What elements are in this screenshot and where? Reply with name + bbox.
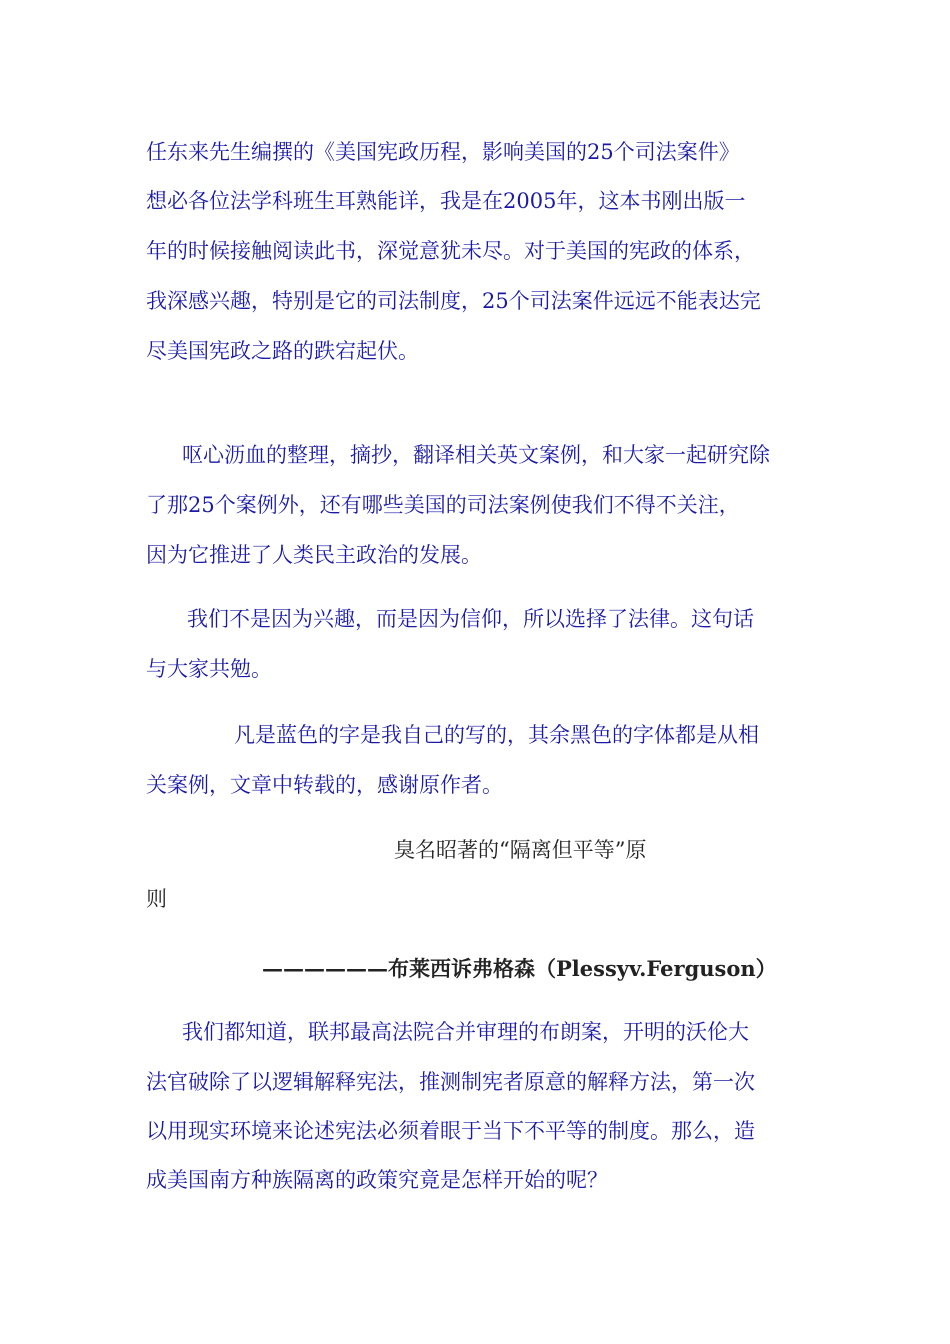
section-title-line-1: 臭名昭著的“隔离但平等”原 [394,838,647,862]
paragraph-4-line-1: 凡是蓝色的字是我自己的写的，其余黑色的字体都是从相 [234,723,759,747]
paragraph-1-line-3: 年的时候接触阅读此书，深觉意犹未尽。对于美国的宪政的体系， [146,239,755,263]
paragraph-5-line-2: 法官破除了以逻辑解释宪法，推测制宪者原意的解释方法，第一次 [146,1070,755,1094]
paragraph-3-line-1: 我们不是因为兴趣，而是因为信仰，所以选择了法律。这句话 [187,607,754,631]
paragraph-1-line-4: 我深感兴趣，特别是它的司法制度，25个司法案件远远不能表达完 [146,289,761,313]
paragraph-2-line-1: 呕心沥血的整理，摘抄，翻译相关英文案例，和大家一起研究除 [182,443,770,467]
paragraph-3-line-2: 与大家共勉。 [146,657,272,681]
paragraph-1-line-5: 尽美国宪政之路的跌宕起伏。 [146,339,419,363]
paragraph-2-line-2: 了那25个案例外，还有哪些美国的司法案例使我们不得不关注， [146,493,740,517]
paragraph-1-line-1: 任东来先生编撰的《美国宪政历程，影响美国的25个司法案件》 [146,140,740,164]
paragraph-1-line-2: 想必各位法学科班生耳熟能详，我是在2005年，这本书刚出版一 [146,189,746,213]
section-title-line-2: 则 [146,887,167,911]
case-subtitle: ——————布莱西诉弗格森（Plessyv.Ferguson） [262,956,777,981]
paragraph-2-line-3: 因为它推进了人类民主政治的发展。 [146,543,482,567]
paragraph-5-line-4: 成美国南方种族隔离的政策究竟是怎样开始的呢？ [146,1168,608,1192]
paragraph-5-line-3: 以用现实环境来论述宪法必须着眼于当下不平等的制度。那么，造 [146,1119,755,1143]
paragraph-4-line-2: 关案例，文章中转载的，感谢原作者。 [146,773,503,797]
paragraph-5-line-1: 我们都知道，联邦最高法院合并审理的布朗案，开明的沃伦大 [182,1020,749,1044]
